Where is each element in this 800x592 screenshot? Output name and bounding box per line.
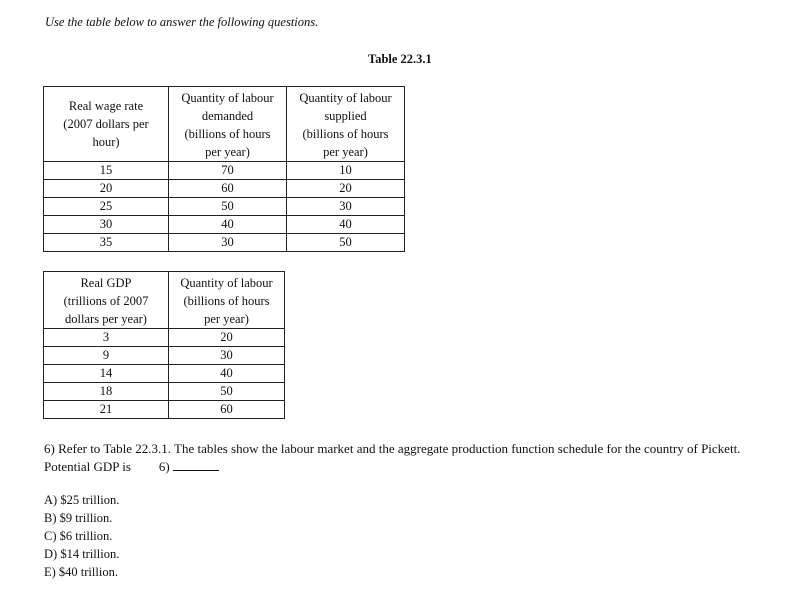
table-row: 25 50 30 — [44, 198, 405, 216]
table-header-row — [44, 87, 405, 162]
header-real-gdp: Real GDP (trillions of 2007 dollars per year) — [44, 272, 169, 329]
header-labour-supplied: Quantity of labour supplied (billions of hours per year) — [287, 87, 405, 162]
table-row: 21 60 — [44, 401, 285, 419]
option-c: C) $6 trillion. — [44, 529, 113, 543]
table-row: 15 70 10 — [44, 162, 405, 180]
table-row: 18 50 — [44, 383, 285, 401]
table-row: 9 30 — [44, 347, 285, 365]
production-function-table — [43, 271, 285, 419]
question-text: 6) Refer to Table 22.3.1. The tables show the labour market and the aggregate production function schedule for the country of Pickett. Potential GDP is 6) — [44, 441, 741, 474]
table-row: 30 40 40 — [44, 216, 405, 234]
table-row: 14 40 — [44, 365, 285, 383]
labour-market-table — [43, 86, 405, 252]
table-title: Table 22.3.1 — [368, 52, 432, 66]
table-row: 20 60 20 — [44, 180, 405, 198]
option-d: D) $14 trillion. — [44, 547, 120, 561]
option-a: A) $25 trillion. — [44, 493, 120, 507]
header-real-wage: Real wage rate (2007 dollars per hour) — [44, 87, 169, 162]
option-b: B) $9 trillion. — [44, 511, 113, 525]
option-e: E) $40 trillion. — [44, 565, 118, 579]
answer-blank — [173, 458, 219, 471]
question-number: 6) — [158, 459, 170, 474]
answer-options — [44, 491, 119, 581]
table-row: 35 30 50 — [44, 234, 405, 252]
header-quantity-of-labour: Quantity of labour (billions of hours per year) — [169, 272, 285, 329]
instruction-text: Use the table below to answer the following questions. — [45, 15, 319, 29]
table-row: 3 20 — [44, 329, 285, 347]
header-labour-demanded: Quantity of labour demanded (billions of hours per year) — [169, 87, 287, 162]
table-header-row — [44, 272, 285, 329]
